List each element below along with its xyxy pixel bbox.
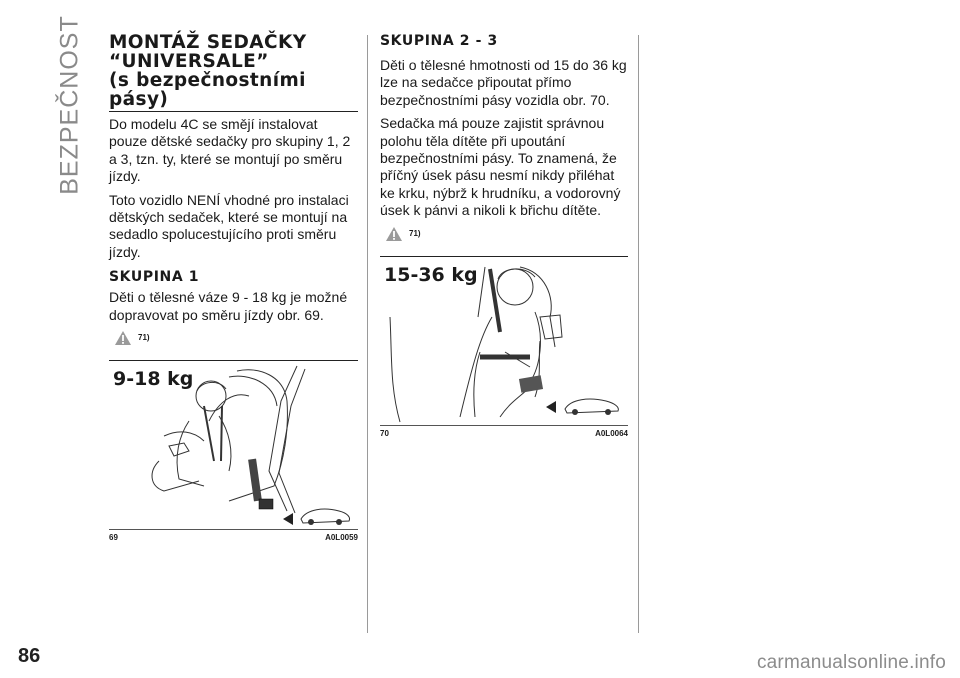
title-rule <box>109 111 358 112</box>
figure-weight-label: 15-36 kg <box>384 263 478 286</box>
warning-reference: 71) <box>409 228 421 238</box>
section-title-line: “UNIVERSALE” <box>109 51 269 72</box>
warning-note <box>114 330 358 352</box>
group-heading: SKUPINA 2 - 3 <box>380 33 498 49</box>
figure-number: 70 <box>380 428 389 438</box>
figure-code: A0L0064 <box>595 428 628 438</box>
section-side-tab-label: BEZPEČNOST <box>55 15 84 195</box>
paragraph: Toto vozidlo NENÍ vhodné pro instalaci dětských sedaček, které se montují na sedadlo spolucestujícího proti směru jízdy. <box>109 191 349 260</box>
watermark: carmanualsonline.info <box>756 652 946 673</box>
figure-caption <box>380 429 628 438</box>
warning-triangle-icon <box>385 226 403 242</box>
warning-reference: 71) <box>138 333 150 343</box>
warning-triangle-icon <box>114 330 132 346</box>
section-title-line: MONTÁŽ SEDAČKY <box>109 32 307 53</box>
warning-note <box>385 226 628 248</box>
left-column <box>109 33 358 542</box>
section-side-tab <box>52 15 88 195</box>
paragraph: Děti o tělesné hmotnosti od 15 do 36 kg lze na sedačce připoutat přímo bezpečnostními pásy vozidla obr. 70. <box>380 57 627 108</box>
paragraph: Sedačka má pouze zajistit správnou polohu těla dítěte při upoutání bezpečnostními pásy. To znamená, že příčný úsek pásu nesmí nikdy přiléhat ke krku, nýbrž k hrudníku, a vodorovný úsek k pánvi a nikoli k břichu dítěte. <box>380 115 621 219</box>
figure-caption <box>109 533 358 542</box>
paragraph: Do modelu 4C se smějí instalovat pouze dětské sedačky pro skupiny 1, 2 a 3, tzn. ty, které se montují po směru jízdy. <box>109 116 351 185</box>
column-divider <box>638 35 639 633</box>
section-title-line: (s bezpečnostními <box>109 70 306 91</box>
figure-code: A0L0059 <box>325 533 358 543</box>
figure-number: 69 <box>109 533 118 543</box>
figure-weight-label: 9-18 kg <box>113 368 194 391</box>
page-number: 86 <box>18 645 41 667</box>
group-heading: SKUPINA 1 <box>109 269 200 286</box>
right-column <box>380 33 628 438</box>
section-title <box>109 33 358 109</box>
paragraph: Děti o tělesné váze 9 - 18 kg je možné dopravovat po směru jízdy obr. 69. <box>109 289 348 323</box>
column-divider <box>367 35 368 633</box>
figure-70 <box>380 256 628 426</box>
section-title-line: pásy) <box>109 89 169 110</box>
figure-69 <box>109 360 358 530</box>
